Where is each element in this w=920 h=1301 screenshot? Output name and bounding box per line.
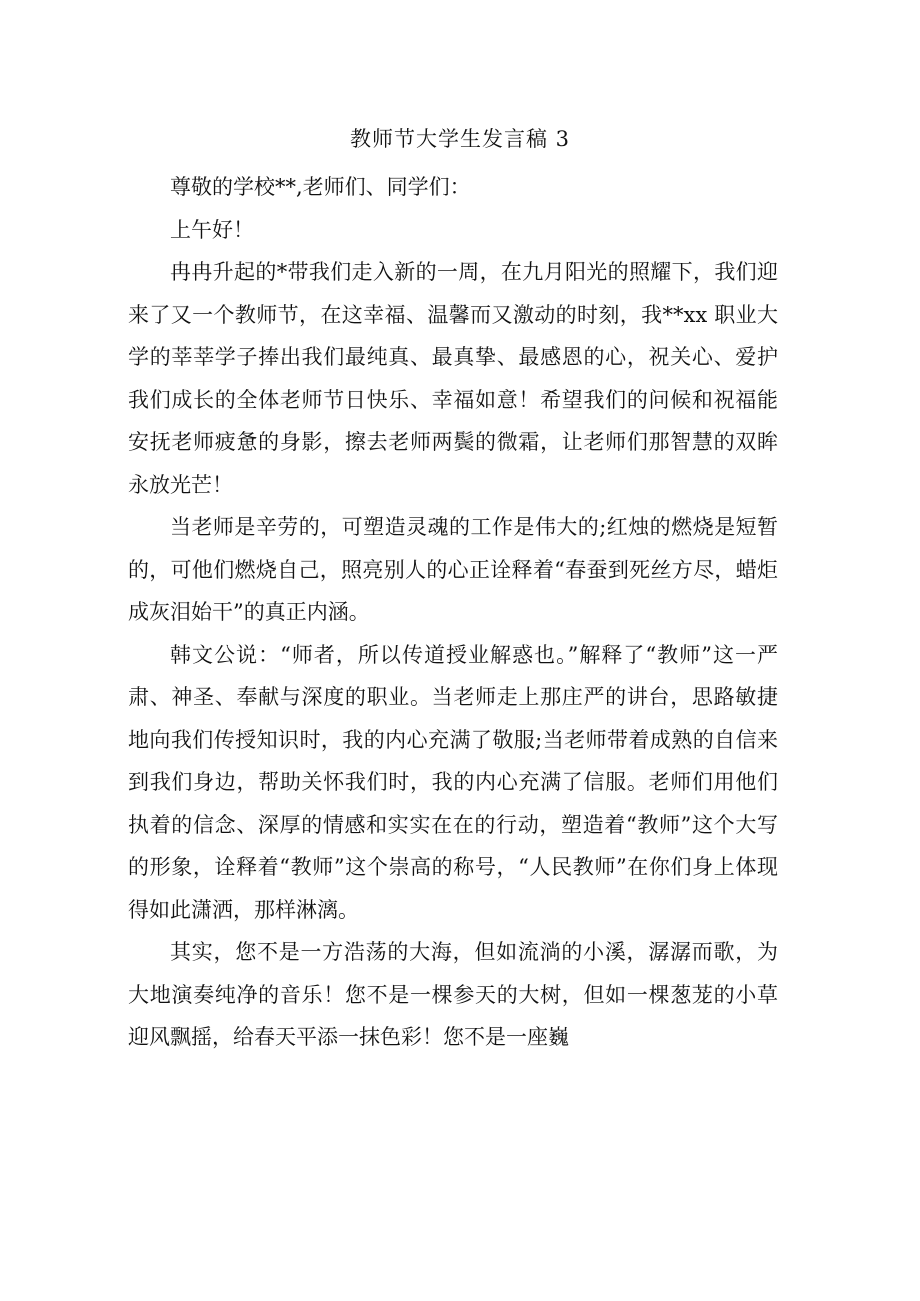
body-paragraph: 冉冉升起的*带我们走入新的一周，在九月阳光的照耀下，我们迎来了又一个教师节，在这幸福、温馨而又激动的时刻，我**xx 职业大学的莘莘学子捧出我们最纯真、最真挚、最感恩的心，祝关心、爱护我们成长的全体老师节日快乐、幸福如意！希望我们的问候和祝福能安抚老师疲惫的身影，擦去老师两鬓的微霜，让老师们那智慧的双眸永放光芒！ — [128, 260, 778, 497]
salutation-paragraph: 上午好！ — [170, 217, 254, 242]
body-paragraph: 其实，您不是一方浩荡的大海，但如流淌的小溪，潺潺而歌，为大地演奏纯净的音乐！您不是一棵参天的大树，但如一棵葱茏的小草迎风飘摇，给春天平添一抹色彩！您不是一座巍 — [128, 940, 778, 1049]
body-paragraph: 当老师是辛劳的，可塑造灵魂的工作是伟大的;红烛的燃烧是短暂的，可他们燃烧自己，照亮别人的心正诠释着“春蚕到死丝方尽，蜡炬成灰泪始干”的真正内涵。 — [128, 515, 778, 624]
body-paragraph: 韩文公说：“师者，所以传道授业解惑也。”解释了“教师”这一严肃、神圣、奉献与深度的职业。当老师走上那庄严的讲台，思路敏捷地向我们传授知识时，我的内心充满了敬服;当老师带着成熟的自信来到我们身边，帮助关怀我们时，我的内心充满了信服。老师们用他们执着的信念、深厚的情感和实实在在的行动，塑造着“教师”这个大写的形象，诠释着“教师”这个崇高的称号，“人民教师”在你们身上体现得如此潇洒，那样淋漓。 — [128, 642, 778, 922]
document-title: 教师节大学生发言稿 3 — [349, 127, 571, 151]
document-body — [128, 166, 778, 1059]
greeting-paragraph: 尊敬的学校**,老师们、同学们： — [170, 175, 471, 199]
